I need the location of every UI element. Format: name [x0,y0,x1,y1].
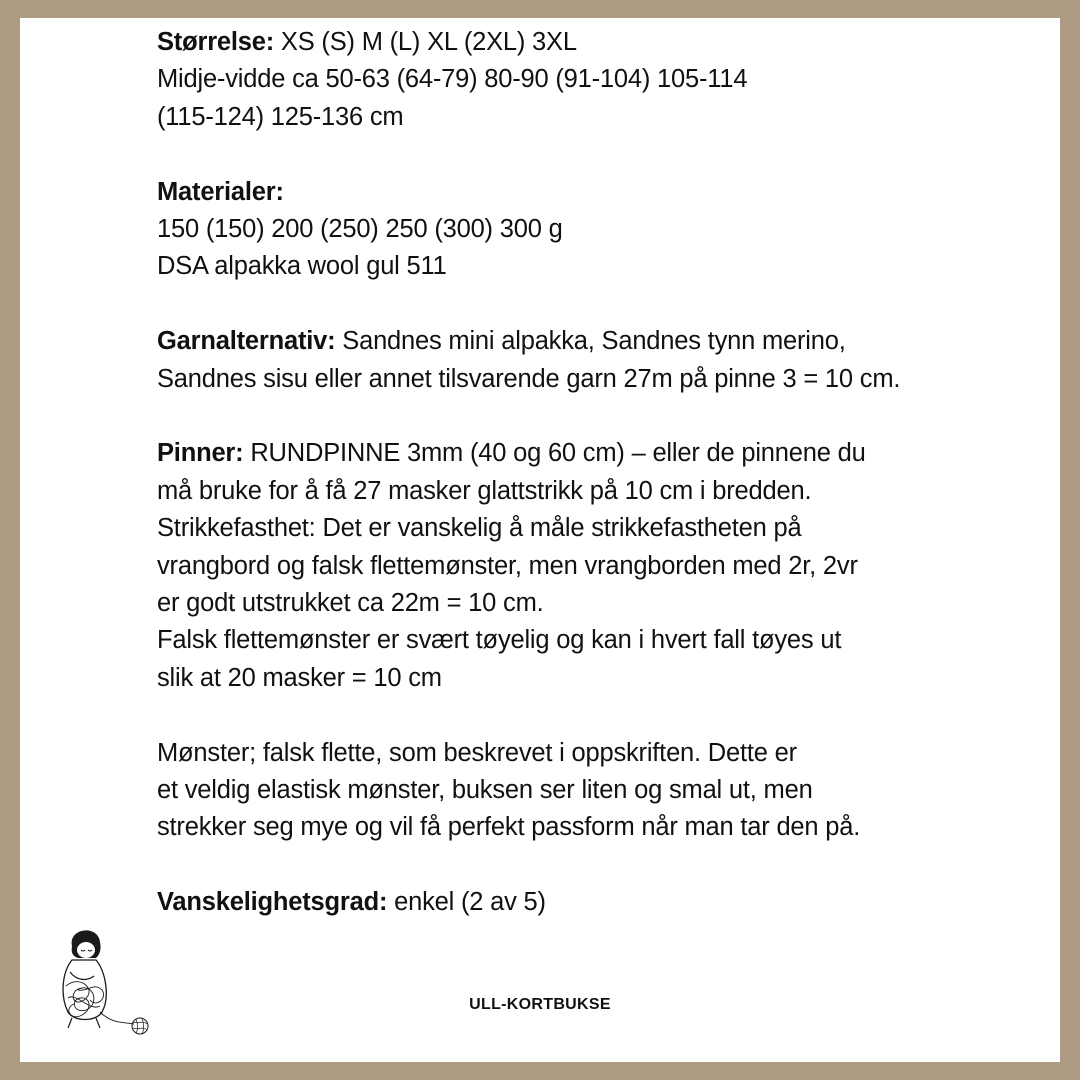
knitter-logo-icon [50,920,150,1040]
needles-line: Strikkefasthet: Det er vanskelig å måle strikkefastheten på [157,514,802,543]
yarn-alt-line: Sandnes sisu eller annet tilsvarende garn 27m på pinne 3 = 10 cm. [157,364,901,393]
pattern-info [157,24,1037,959]
size-line: Midje-vidde ca 50-63 (64-79) 80-90 (91-104) 105-114 [157,65,748,94]
yarn-alt-value: Sandnes mini alpakka, Sandnes tynn merino, [335,327,846,356]
size-label: Størrelse: [157,28,275,56]
size-section [157,24,1037,136]
pattern-line: et veldig elastisk mønster, buksen ser liten og smal ut, men [157,776,813,805]
needles-line: må bruke for å få 27 masker glattstrikk på 10 cm i bredden. [157,476,812,505]
difficulty-section [157,884,1037,921]
pattern-line: strekker seg mye og vil få perfekt passform når man tar den på. [157,813,861,842]
footer-title: ULL-KORTBUKSE [469,996,611,1013]
difficulty-value: enkel (2 av 5) [387,888,546,917]
yarn-alternative-section [157,323,1037,398]
needles-value: RUNDPINNE 3mm (40 og 60 cm) – eller de pinnene du [243,439,866,468]
materials-label: Materialer: [157,177,284,206]
difficulty-label: Vanskelighetsgrad: [157,888,388,917]
size-value: XS (S) M (L) XL (2XL) 3XL [274,28,577,56]
needles-line: vrangbord og falsk flettemønster, men vrangborden med 2r, 2vr [157,551,858,580]
yarn-alt-label: Garnalternativ: [157,327,336,356]
needles-label: Pinner: [157,439,244,468]
needles-section [157,435,1037,697]
needles-line: Falsk flettemønster er svært tøyelig og kan i hvert fall tøyes ut [157,626,842,655]
size-line: (115-124) 125-136 cm [157,102,404,131]
pattern-line: Mønster; falsk flette, som beskrevet i oppskriften. Dette er [157,738,797,767]
materials-line: DSA alpakka wool gul 511 [157,252,447,281]
materials-line: 150 (150) 200 (250) 250 (300) 300 g [157,215,563,244]
page-card [20,18,1060,1062]
pattern-section [157,735,1037,847]
materials-section [157,174,1037,286]
needles-line: slik at 20 masker = 10 cm [157,663,442,692]
needles-line: er godt utstrukket ca 22m = 10 cm. [157,589,544,618]
